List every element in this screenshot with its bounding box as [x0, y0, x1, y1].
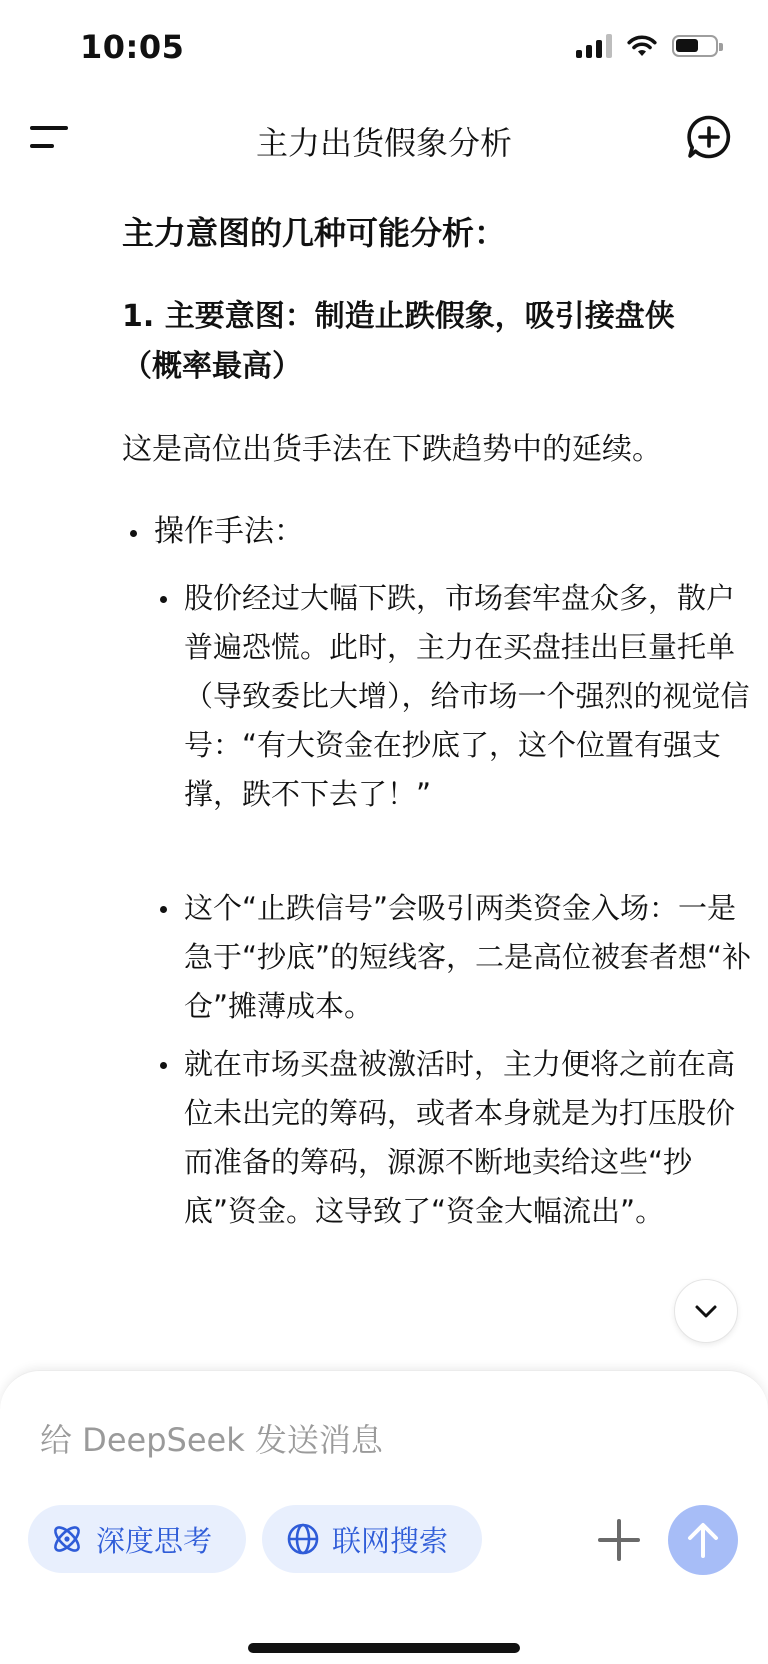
battery-level-fill [676, 39, 698, 52]
atom-icon [50, 1522, 84, 1556]
attach-plus-icon[interactable] [596, 1517, 642, 1563]
sub-bullet-item: 就在市场买盘被激活时，主力便将之前在高位未出完的筹码，或者本身就是为打压股价而准备的筹码，源源不断地卖给这些“抄底”资金。这导致了“资金大幅流出”。 [160, 1040, 754, 1236]
send-button[interactable] [668, 1505, 738, 1575]
intro-paragraph: 这是高位出货手法在下跌趋势中的延续。 [122, 432, 662, 467]
deep-think-button[interactable] [28, 1505, 246, 1573]
status-bar [0, 0, 768, 100]
wifi-icon [626, 34, 658, 58]
app-header [0, 100, 768, 178]
arrow-up-icon [684, 1520, 722, 1560]
web-search-button[interactable] [262, 1505, 482, 1573]
conversation-title: 主力出货假象分析 [255, 124, 512, 162]
chevron-down-icon [693, 1300, 719, 1322]
deep-think-label: 深度思考 [96, 1523, 213, 1558]
point-heading: 1. 主要意图：制造止跌假象，吸引接盘侠（概率最高） [122, 299, 675, 384]
new-chat-icon[interactable] [686, 114, 732, 160]
section-heading: 主力意图的几种可能分析： [122, 214, 507, 252]
chat-message [0, 178, 768, 1358]
battery-icon [672, 35, 718, 57]
web-search-label: 联网搜索 [332, 1523, 449, 1558]
message-input[interactable]: 给 DeepSeek 发送消息 [40, 1421, 383, 1459]
status-icons [576, 34, 718, 58]
scroll-to-bottom-button[interactable] [674, 1279, 738, 1343]
bullet-operation-method: 操作手法： [130, 508, 304, 556]
sub-bullet-item: 这个“止跌信号”会吸引两类资金入场：一是急于“抄底”的短线客，二是高位被套者想“补仓”摊薄成本。 [160, 884, 754, 1031]
home-indicator [248, 1643, 520, 1653]
status-time: 10:05 [80, 28, 185, 66]
sub-bullet-item: 股价经过大幅下跌，市场套牢盘众多，散户普遍恐慌。此时，主力在买盘挂出巨量托单（导致委比大增），给市场一个强烈的视觉信号：“有大资金在抄底了，这个位置有强支撑，跌不下去了！” [160, 574, 754, 819]
cellular-signal-icon [576, 34, 612, 58]
globe-icon [286, 1522, 320, 1556]
message-composer [0, 1370, 768, 1664]
